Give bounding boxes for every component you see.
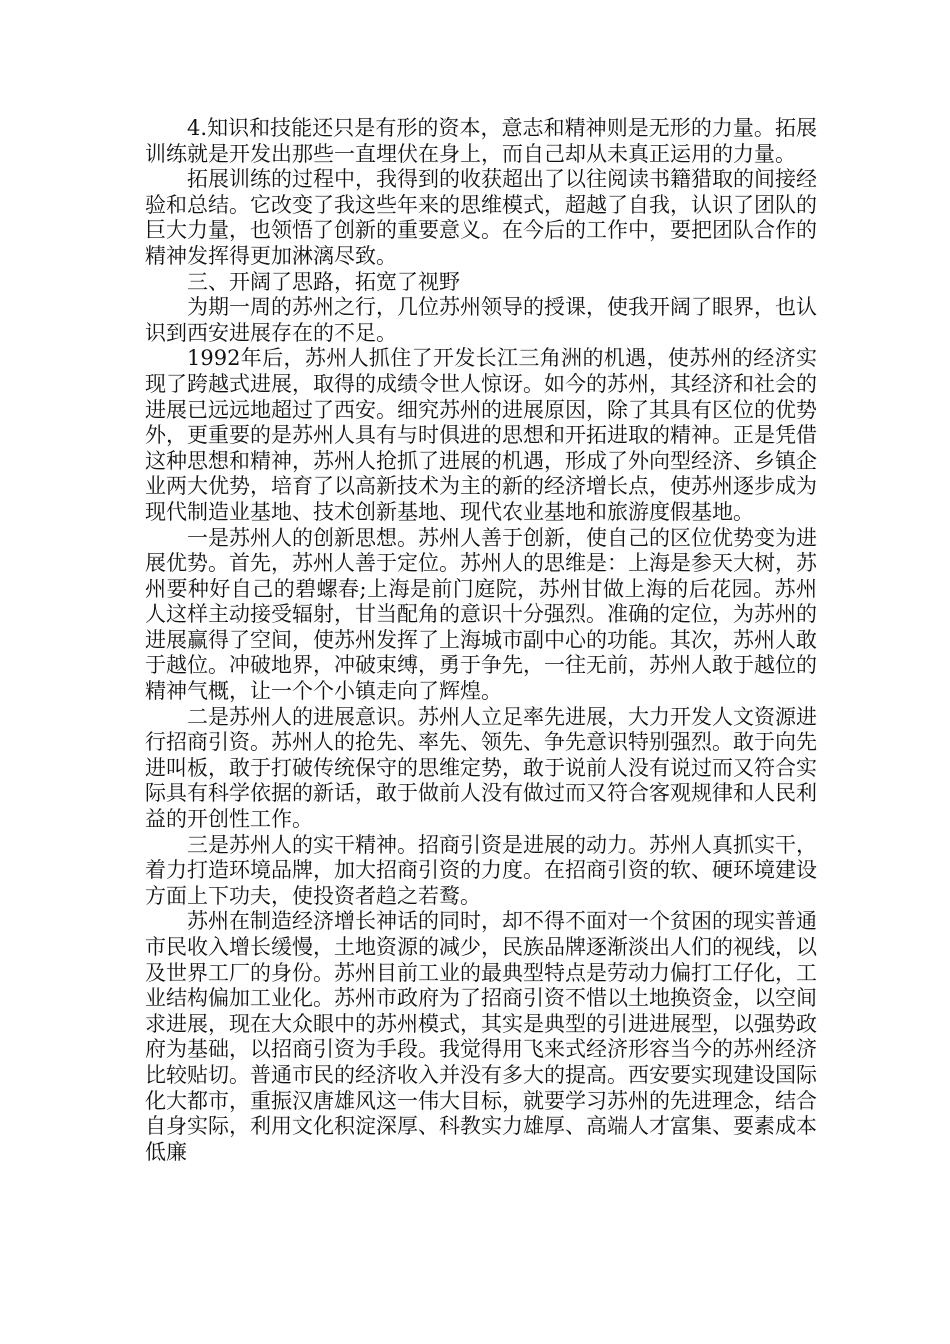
paragraph-development-awareness: 二是苏州人的进展意识。苏州人立足率先进展，大力开发人文资源进行招商引资。苏州人的抢先、率先、领先、争先意识特别强烈。敢于向先进叫板，敢于打破传统保守的思维定势，敢于说前人没有说过而又符合实际具有科学依据的新话，敢于做前人没有做过而又符合客观规律和人民利益的开创性工作。: [145, 704, 817, 832]
paragraph-innovation-thinking: 一是苏州人的创新思想。苏州人善于创新，使自己的区位优势变为进展优势。首先，苏州人善于定位。苏州人的思维是：上海是参天大树，苏州要种好自己的碧螺春;上海是前门庭院，苏州甘做上海的后花园。苏州人这样主动接受辐射，甘当配角的意识十分强烈。准确的定位，为苏州的进展赢得了空间，使苏州发挥了上海城市副中心的功能。其次，苏州人敢于越位。冲破地界，冲破束缚，勇于争先，一往无前，苏州人敢于越位的精神气概，让一个个小镇走向了辉煌。: [145, 525, 817, 704]
paragraph-training-gains: 拓展训练的过程中，我得到的收获超出了以往阅读书籍猎取的间接经验和总结。它改变了我这些年来的思维模式，超越了自我，认识了团队的巨大力量，也领悟了创新的重要意义。在今后的工作中，要把团队合作的精神发挥得更加淋漓尽致。: [145, 167, 817, 268]
paragraph-knowledge-skills: 4.知识和技能还只是有形的资本，意志和精神则是无形的力量。拓展训练就是开发出那些一直埋伏在身上，而自己却从未真正运用的力量。: [145, 116, 817, 166]
paragraph-suzhou-1992: 1992年后，苏州人抓住了开发长江三角洲的机遇，使苏州的经济实现了跨越式进展，取得的成绩令世人惊讶。如今的苏州，其经济和社会的进展已远远地超过了西安。细究苏州的进展原因，除了其具有区位的优势外，更重要的是苏州人具有与时俱进的思想和开拓进取的精神。正是凭借这种思想和精神，苏州人抢抓了进展的机遇，形成了外向型经济、乡镇企业两大优势，培育了以高新技术为主的新的经济增长点，使苏州逐步成为现代制造业基地、技术创新基地、现代农业基地和旅游度假基地。: [145, 346, 817, 524]
paragraph-suzhou-trip: 为期一周的苏州之行，几位苏州领导的授课，使我开阔了眼界，也认识到西安进展存在的不足。: [145, 295, 817, 345]
document-body: [145, 116, 817, 1165]
paragraph-practical-spirit: 三是苏州人的实干精神。招商引资是进展的动力。苏州人真抓实干，着力打造环境品牌，加大招商引资的力度。在招商引资的软、硬环境建设方面上下功夫，使投资者趋之若鹜。: [145, 832, 817, 908]
paragraph-economic-myth: 苏州在制造经济增长神话的同时，却不得不面对一个贫困的现实普通市民收入增长缓慢，土地资源的减少，民族品牌逐渐淡出人们的视线，以及世界工厂的身份。苏州目前工业的最典型特点是劳动力偏打工仔化，工业结构偏加工业化。苏州市政府为了招商引资不惜以土地换资金，以空间求进展，现在大众眼中的苏州模式，其实是典型的引进进展型，以强势政府为基础，以招商引资为手段。我觉得用飞来式经济形容当今的苏州经济比较贴切。普通市民的经济收入并没有多大的提高。西安要实现建设国际化大都市，重振汉唐雄风这一伟大目标，就要学习苏州的先进理念，结合自身实际，利用文化积淀深厚、科教实力雄厚、高端人才富集、要素成本低廉: [145, 909, 817, 1164]
section-heading-3: 三、开阔了思路，拓宽了视野: [187, 269, 460, 294]
